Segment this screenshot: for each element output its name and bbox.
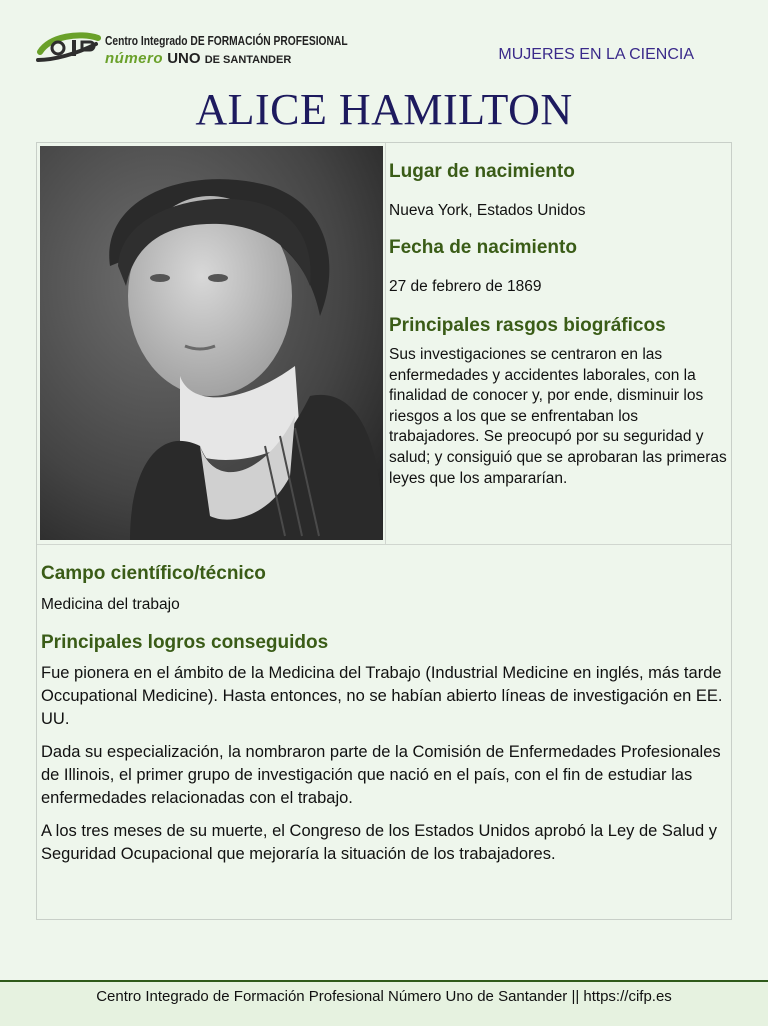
column-divider <box>385 143 386 544</box>
section-tag: MUJERES EN LA CIENCIA <box>498 46 694 63</box>
birthplace-heading: Lugar de nacimiento <box>389 161 575 182</box>
row-divider <box>37 544 731 545</box>
achievement-paragraph: Fue pionera en el ámbito de la Medicina del Trabajo (Industrial Medicine en inglés, más tarde Occupational Medicine). Hasta entonces, no se habían abierto líneas de investigación en EE. UU. <box>41 664 723 728</box>
bio-text: Sus investigaciones se centraron en las enfermedades y accidentes laborales, con la finalidad de conocer y, por ende, disminuir los riesgos a los que se enfrentaban los trabajadores. Se preocupó por su seguridad y salud; y consiguió que se aprobaran las primeras leyes que los ampararían. <box>389 346 727 487</box>
page-header <box>0 0 768 80</box>
cifp-logo-mark <box>36 30 102 64</box>
logo-line1: Centro Integrado DE FORMACIÓN PROFESIONAL <box>105 34 348 48</box>
birthdate-value: 27 de febrero de 1869 <box>389 278 542 295</box>
field-heading: Campo científico/técnico <box>41 563 266 584</box>
page-footer <box>0 980 768 1026</box>
bio-heading: Principales rasgos biográficos <box>389 315 666 336</box>
logo-word-uno: UNO <box>167 50 201 67</box>
achievements-heading: Principales logros conseguidos <box>41 632 329 653</box>
field-value: Medicina del trabajo <box>41 596 180 613</box>
logo-line2 <box>105 50 291 67</box>
profile-card <box>36 142 732 920</box>
achievement-paragraph: Dada su especialización, la nombraron parte de la Comisión de Enfermedades Profesionales de Illinois, el primer grupo de investigación que nació en el país, con el fin de estudiar las enfermedades relacionadas con el trabajo. <box>41 743 721 807</box>
logo-word-numero: número <box>105 50 164 67</box>
birthdate-heading: Fecha de nacimiento <box>389 237 577 258</box>
logo-word-santander: DE SANTANDER <box>204 54 292 66</box>
portrait-photo <box>40 146 383 540</box>
birthplace-value: Nueva York, Estados Unidos <box>389 202 586 219</box>
footer-text: Centro Integrado de Formación Profesional Número Uno de Santander || https://cifp.es <box>96 988 672 1005</box>
portrait-illustration <box>40 146 383 540</box>
page-title: ALICE HAMILTON <box>195 85 573 134</box>
achievement-paragraph: A los tres meses de su muerte, el Congreso de los Estados Unidos aprobó la Ley de Salud y Seguridad Ocupacional que mejoraría la situación de los trabajadores. <box>41 822 717 863</box>
cifp-logo <box>36 28 348 68</box>
details-section <box>41 563 727 866</box>
